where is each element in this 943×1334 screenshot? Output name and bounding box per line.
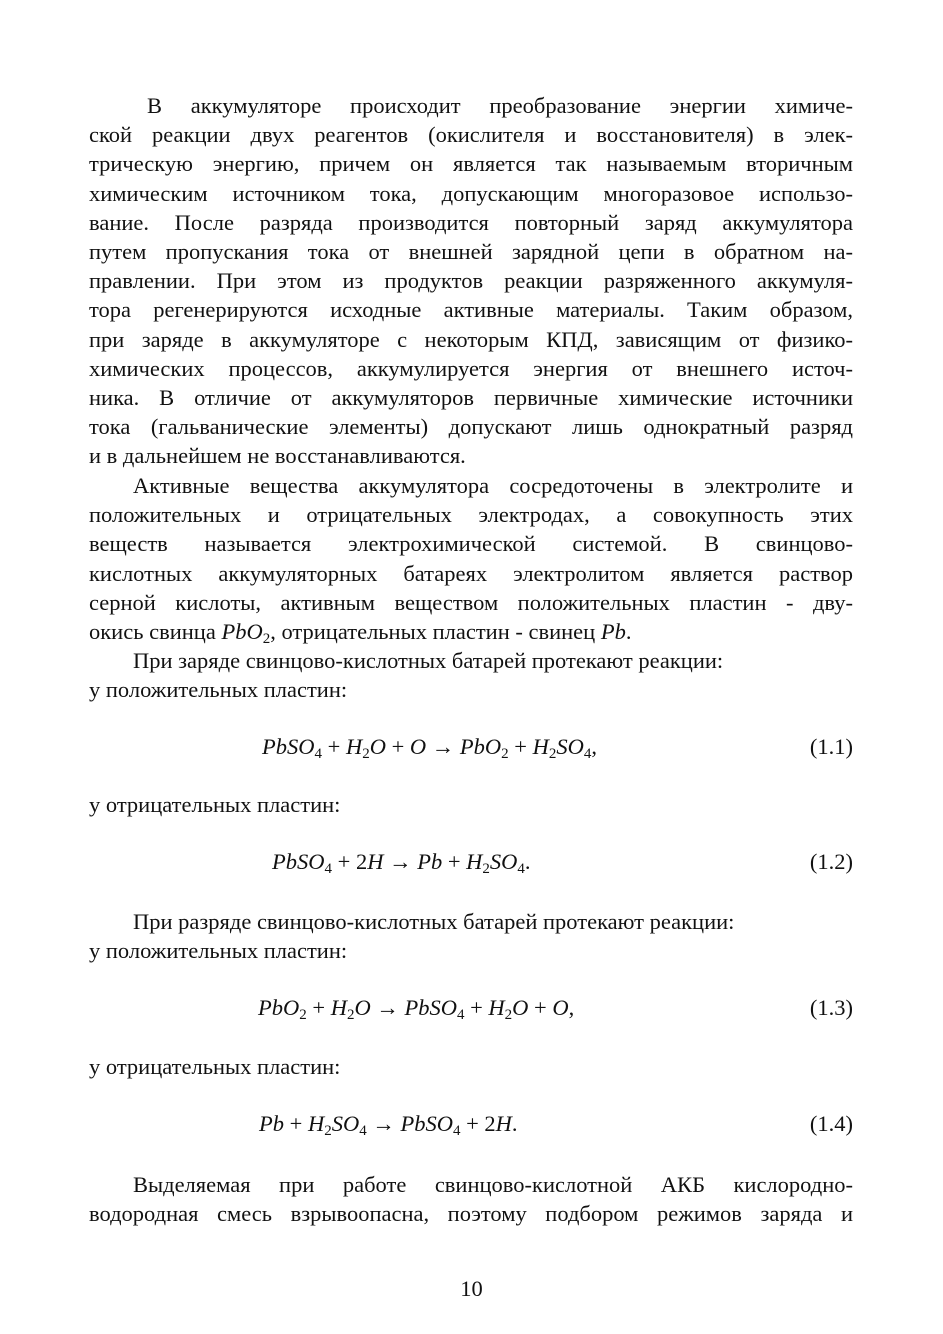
page-number: 10 xyxy=(460,1276,483,1301)
label-block xyxy=(89,790,853,819)
formula-symbol: SO xyxy=(489,849,518,874)
text-span: окись свинца xyxy=(89,619,222,645)
text-line: трическую энергию, причем он является так называемым вторичным xyxy=(89,151,853,177)
discharge-section xyxy=(89,907,853,965)
text-line: правлении. При этом из продуктов реакции разряженного аккумуля- xyxy=(89,268,853,294)
text-line xyxy=(89,617,853,646)
formula-operator: + xyxy=(508,734,533,759)
subscript: 2 xyxy=(548,746,557,762)
formula-operator: → xyxy=(426,734,460,759)
formula-operator: + 2 xyxy=(332,849,368,874)
formula-operator: . xyxy=(511,1111,518,1136)
charge-section xyxy=(89,646,853,704)
paragraph-final xyxy=(89,1170,853,1228)
formula-symbol: SO xyxy=(556,734,584,759)
subscript: 4 xyxy=(359,1123,367,1139)
formula-symbol: PbSO xyxy=(262,734,315,759)
text-line: При разряде свинцово-кислотных батарей протекают реакции: xyxy=(133,909,735,934)
formula-symbol: PbSO xyxy=(400,1111,453,1136)
formula-pbo2 xyxy=(221,619,262,644)
text-line: путем пропускания тока от внешней зарядной цепи в обратном на- xyxy=(89,239,853,265)
formula-operator: + 2 xyxy=(460,1111,496,1136)
subscript: 2 xyxy=(346,1007,355,1023)
equation-number: (1.4) xyxy=(809,1111,853,1136)
formula-operator: + xyxy=(442,849,467,874)
text-line: тора регенерируются исходные активные материалы. Таким образом, xyxy=(89,297,853,323)
subscript: 4 xyxy=(324,861,332,877)
formula-symbol: PbSO xyxy=(272,849,325,874)
formula-operator: , xyxy=(568,995,575,1020)
equation-formula xyxy=(272,847,531,877)
formula-operator: + xyxy=(284,1111,308,1136)
subscript: 4 xyxy=(517,861,525,877)
subscript: 4 xyxy=(452,1123,461,1139)
formula-symbol: H xyxy=(345,734,363,759)
formula-operator: → xyxy=(366,1111,401,1136)
text-span: , отрицательных пластин - свинец xyxy=(270,619,601,645)
text-line: В аккумуляторе происходит преобразование энергии химиче- xyxy=(147,93,853,118)
equation-1-2 xyxy=(89,847,853,877)
text-line: Выделяемая при работе свинцово-кислотной АКБ кислородно- xyxy=(133,1172,853,1197)
subscript: 2 xyxy=(262,631,271,648)
text-line: веществ называется электрохимической системой. В свинцово- xyxy=(89,531,853,557)
equation-formula xyxy=(259,1109,518,1139)
text-line: у положительных пластин: xyxy=(89,938,348,964)
subscript: 2 xyxy=(482,861,490,877)
formula-symbol: O xyxy=(552,995,569,1020)
text-line: кислотных аккумуляторных батареях электролитом является раствор xyxy=(89,560,853,586)
text-span: . xyxy=(625,619,632,645)
formula-pb: Pb xyxy=(600,619,626,645)
text-line: Активные вещества аккумулятора сосредоточены в электролите и xyxy=(133,473,853,498)
equation-formula xyxy=(262,732,597,762)
formula-symbol: H xyxy=(466,849,483,874)
formula-symbol: H xyxy=(532,734,549,759)
equation-number: (1.2) xyxy=(809,849,853,874)
paragraph-2 xyxy=(89,471,853,646)
equation-number: (1.3) xyxy=(809,995,853,1020)
subscript: 2 xyxy=(501,746,509,762)
equation-1-4 xyxy=(89,1109,853,1139)
text-line: и в дальнейшем не восстанавливаются. xyxy=(89,443,466,469)
subscript: 4 xyxy=(456,1007,465,1023)
formula-symbol: O xyxy=(369,734,386,759)
equation-1-3 xyxy=(89,993,853,1023)
formula-operator: → xyxy=(370,995,405,1020)
formula-symbol: PbO xyxy=(459,734,502,759)
formula-symbol: H xyxy=(488,995,505,1020)
formula-symbol: H xyxy=(307,1111,325,1136)
formula-operator: + xyxy=(528,995,553,1020)
formula-symbol: H xyxy=(330,995,347,1020)
formula-symbol: Pb xyxy=(259,1111,284,1136)
text-line: у положительных пластин: xyxy=(89,677,348,703)
formula-symbol: O xyxy=(409,734,427,759)
formula-symbol: PbSO xyxy=(404,995,457,1020)
subscript: 2 xyxy=(504,1007,513,1023)
text-line: положительных и отрицательных электродах, а совокупность этих xyxy=(89,502,853,528)
formula-operator: + xyxy=(385,734,410,759)
text-line: ской реакции двух реагентов (окислителя и восстановителя) в элек- xyxy=(89,122,853,148)
text-line: химическим источником тока, допускающим многоразовое использо- xyxy=(89,180,853,206)
subscript: 4 xyxy=(314,746,322,762)
formula-symbol: SO xyxy=(331,1111,360,1136)
formula-symbol: O xyxy=(354,995,371,1020)
formula-symbol: O xyxy=(512,995,529,1020)
text-line: химических процессов, аккумулируется энергия от внешнего источ- xyxy=(89,355,853,381)
formula-operator: . xyxy=(524,849,531,874)
text-line: ника. В отличие от аккумуляторов первичные химические источники xyxy=(89,385,853,411)
equation-number: (1.1) xyxy=(809,734,853,759)
subscript: 2 xyxy=(299,1007,307,1023)
text-line: тока (гальванические элементы) допускают лишь однократный разряд xyxy=(89,414,853,440)
text-line: при заряде в аккумуляторе с некоторым КПД, зависящим от физико- xyxy=(89,326,853,352)
formula-symbol: Pb xyxy=(417,849,443,874)
text-line: у отрицательных пластин: xyxy=(89,1054,341,1079)
text-line: водородная смесь взрывоопасна, поэтому подбором режимов заряда и xyxy=(89,1201,853,1227)
subscript: 4 xyxy=(583,746,592,762)
formula-operator: + xyxy=(322,734,346,759)
formula-text: PbO xyxy=(221,619,263,645)
formula-operator: + xyxy=(306,995,331,1020)
formula-operator: → xyxy=(383,849,418,874)
text-line: При заряде свинцово-кислотных батарей протекают реакции: xyxy=(133,648,724,673)
text-line: серной кислоты, активным веществом положительных пластин - дву- xyxy=(89,589,853,615)
formula-operator: , xyxy=(591,734,597,759)
text-line: вание. После разряда производится повторный заряд аккумулятора xyxy=(89,209,853,235)
equation-formula xyxy=(258,993,574,1023)
subscript: 2 xyxy=(362,746,370,762)
paragraph-1 xyxy=(89,91,853,471)
formula-symbol: H xyxy=(495,1111,512,1136)
label-block xyxy=(89,1052,853,1081)
text-line: у отрицательных пластин: xyxy=(89,792,341,817)
formula-operator: + xyxy=(464,995,489,1020)
subscript: 2 xyxy=(324,1123,332,1139)
equation-1-1 xyxy=(89,732,853,762)
formula-symbol: PbO xyxy=(258,995,300,1020)
formula-symbol: H xyxy=(367,849,384,874)
